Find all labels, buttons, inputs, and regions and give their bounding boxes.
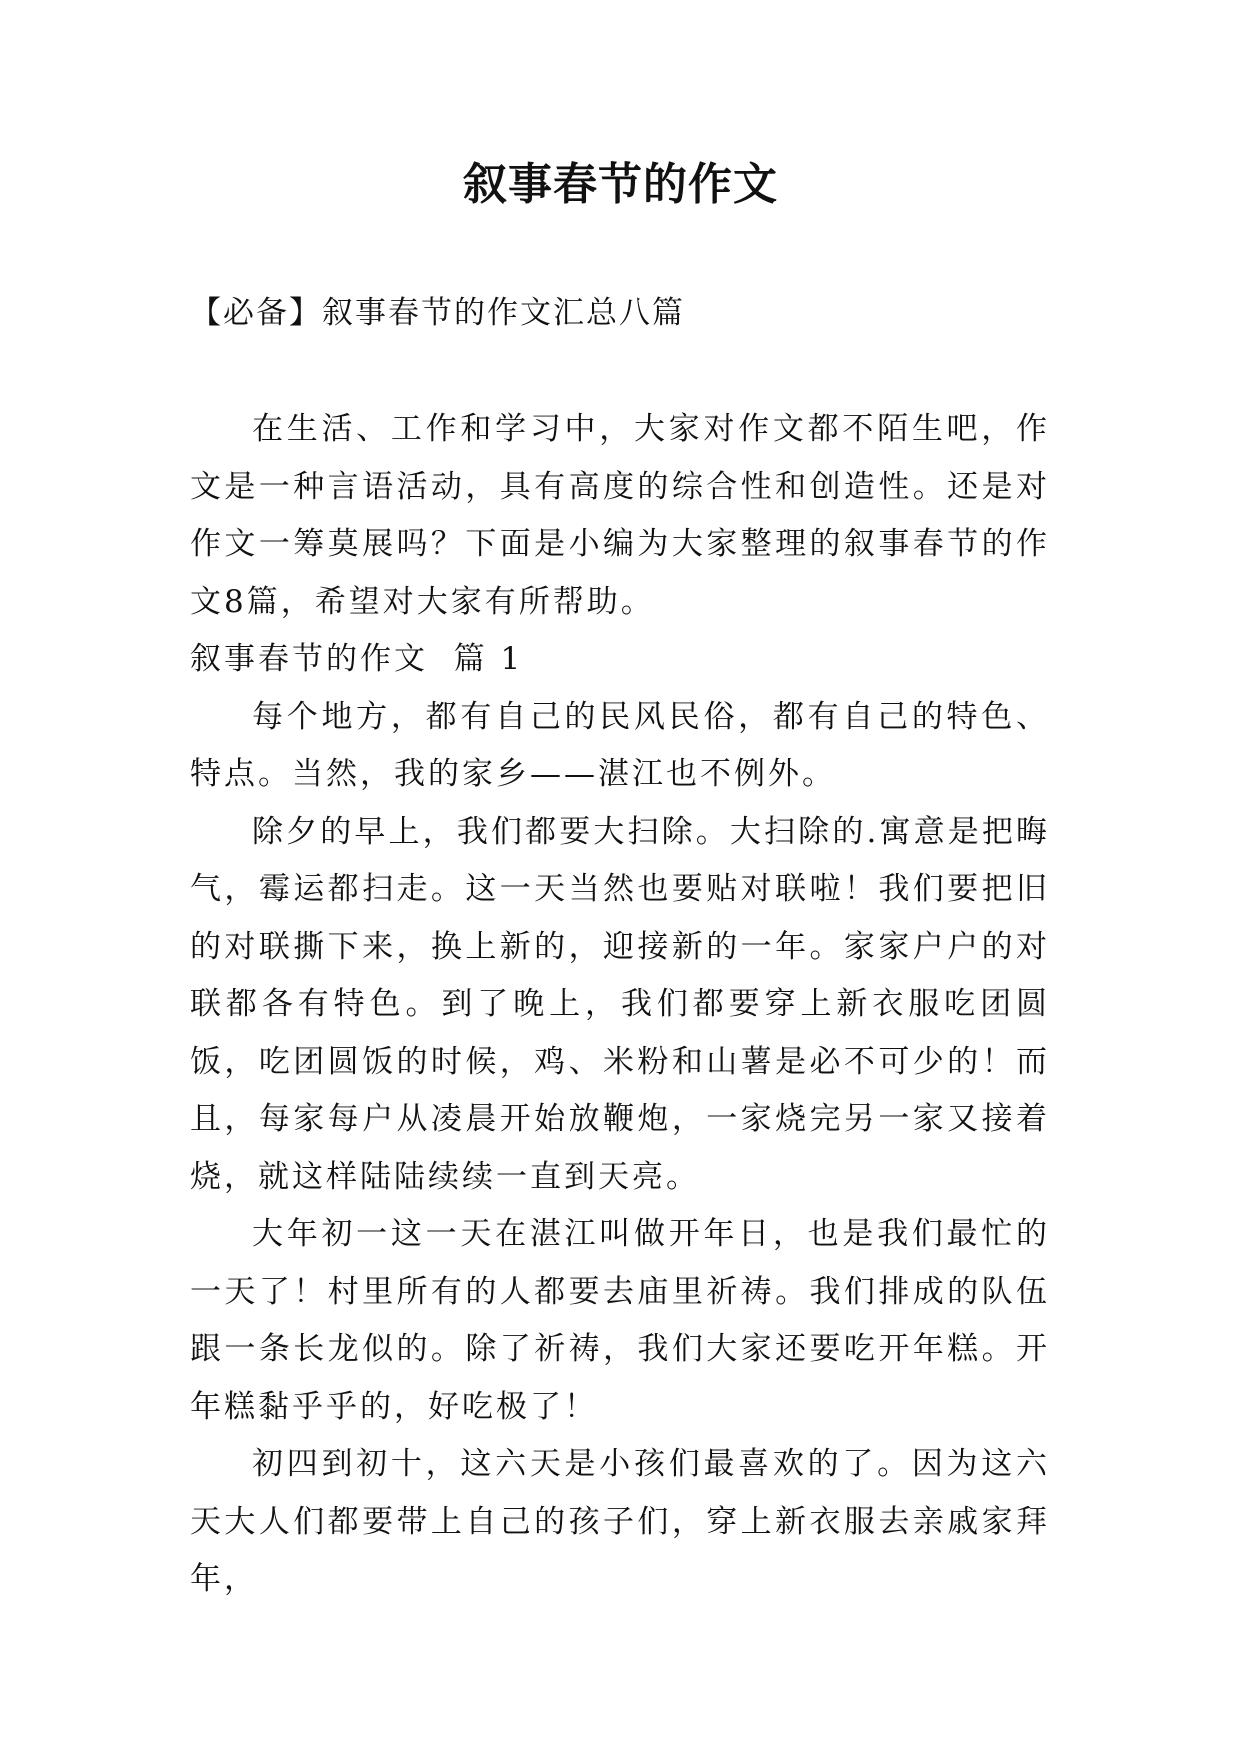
- intro-paragraph: 在生活、工作和学习中，大家对作文都不陌生吧，作文是一种言语活动，具有高度的综合性和创造性。还是对作文一筹莫展吗？下面是小编为大家整理的叙事春节的作文8篇，希望对大家有所帮助。: [190, 411, 1050, 620]
- document-subtitle: 【必备】叙事春节的作文汇总八篇: [190, 295, 685, 331]
- body-paragraph: 大年初一这一天在湛江叫做开年日，也是我们最忙的一天了！村里所有的人都要去庙里祈祷。我们排成的队伍跟一条长龙似的。除了祈祷，我们大家还要吃开年糕。开年糕黏乎乎的，好吃极了！: [190, 1216, 1050, 1425]
- body-paragraph: 除夕的早上，我们都要大扫除。大扫除的.寓意是把晦气，霉运都扫走。这一天当然也要贴对联啦！我们要把旧的对联撕下来，换上新的，迎接新的一年。家家户户的对联都各有特色。到了晚上，我们都要穿上新衣服吃团圆饭，吃团圆饭的时候，鸡、米粉和山薯是必不可少的！而且，每家每户从凌晨开始放鞭炮，一家烧完另一家又接着烧，就这样陆陆续续一直到天亮。: [190, 813, 1050, 1195]
- section-heading: 叙事春节的作文 篇 1: [190, 641, 524, 677]
- document-title: 叙事春节的作文: [463, 159, 778, 210]
- document-body: [190, 401, 1050, 1609]
- body-paragraph: 初四到初十，这六天是小孩们最喜欢的了。因为这六天大人们都要带上自己的孩子们，穿上新衣服去亲戚家拜年，: [190, 1446, 1050, 1597]
- body-paragraph: 每个地方，都有自己的民风民俗，都有自己的特色、特点。当然，我的家乡——湛江也不例外。: [190, 698, 1050, 792]
